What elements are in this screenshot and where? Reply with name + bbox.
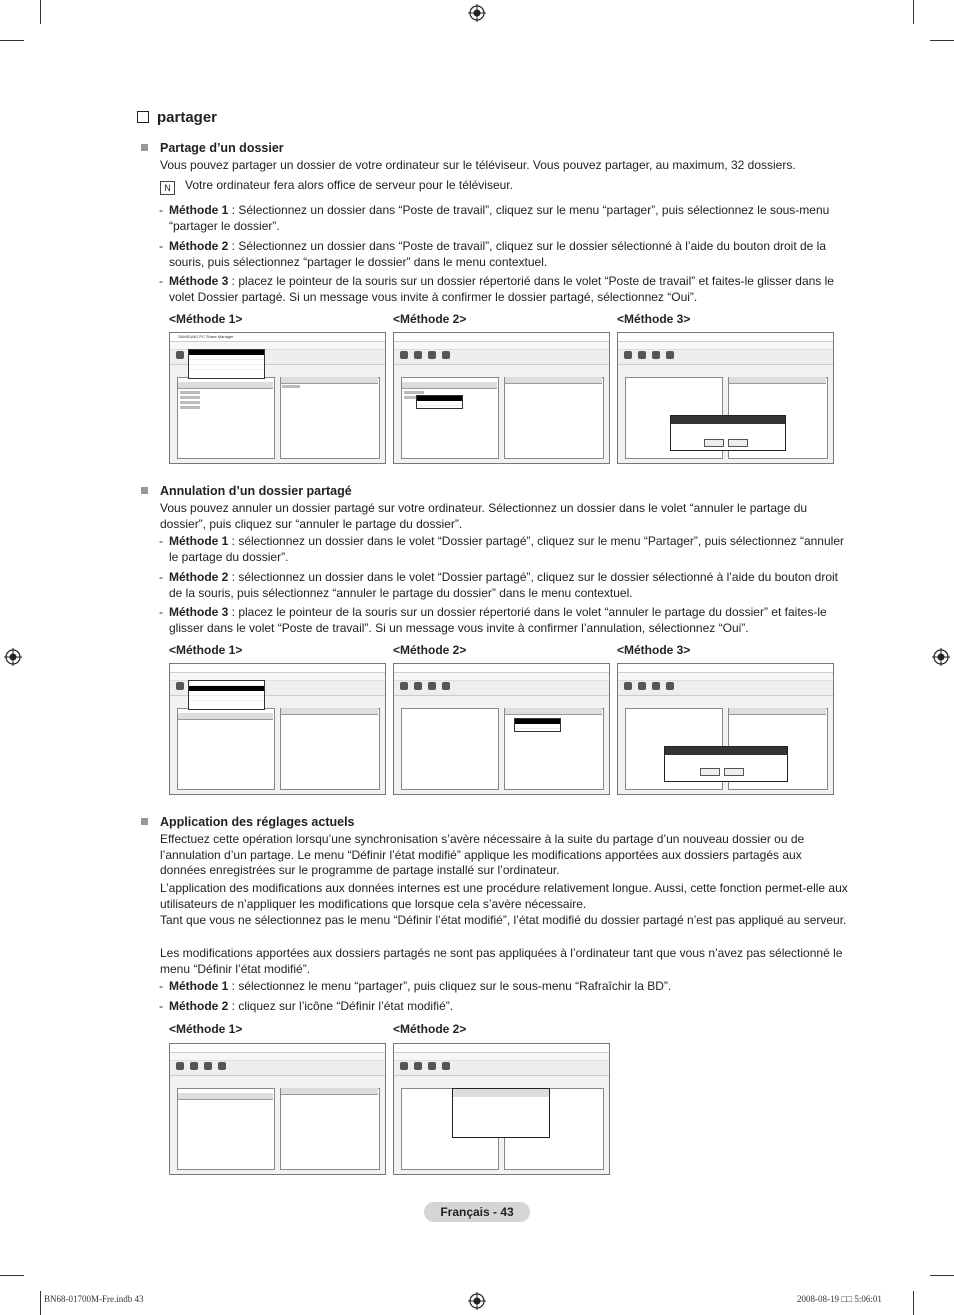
section-title [137, 109, 217, 126]
bullet-square-icon [141, 818, 148, 825]
apply-caption-2: <Méthode 2> [393, 1022, 467, 1036]
crop-mark [930, 40, 954, 41]
share-heading: Partage d’un dossier [141, 141, 284, 155]
apply-paragraph-4: Les modifications apportées aux dossiers partagés ne sont pas appliquées à l’ordinateur tant que vous n’avez pas sélectionné le menu “Définir l’état modifié”. [160, 946, 843, 976]
note-icon: N [160, 181, 175, 195]
registration-mark-icon [932, 648, 950, 666]
screenshot-unshare-method-2 [393, 663, 610, 795]
unshare-heading: Annulation d’un dossier partagé [141, 484, 352, 498]
progress-dialog [452, 1088, 550, 1138]
page-number-badge: Français - 43 [424, 1202, 530, 1222]
crop-mark [40, 1291, 41, 1315]
share-method-1: - Méthode 1 : Sélectionnez un dossier dans “Poste de travail”, cliquez sur le menu “partager”, puis sélectionnez le sous-menu “partager le dossier”. [159, 203, 830, 233]
share-menu-dropdown [188, 349, 265, 379]
bullet-square-icon [141, 487, 148, 494]
crop-mark [0, 1275, 24, 1276]
apply-paragraph-3: Tant que vous ne sélectionnez pas le menu “Définir l’état modifié”, l’état modifié du dossier partagé n’est pas appliqué au serveur. [160, 913, 847, 927]
share-caption-1: <Méthode 1> [169, 312, 243, 326]
apply-method-2: - Méthode 2 : cliquez sur l’icône “Définir l’état modifié”. [159, 999, 454, 1013]
unshare-method-3: - Méthode 3 : placez le pointeur de la souris sur un dossier répertorié dans le volet “annuler le partage du dossier” et faites-le glisser dans le volet “Poste de travail”. Si un message vous invite à confirmer l’annulation, sélectionnez “Oui”. [159, 605, 827, 635]
screenshot-apply-method-1 [169, 1043, 386, 1175]
screenshot-share-method-1 [169, 332, 386, 464]
footer-date: 2008-08-19 □□ 5:06:01 [797, 1294, 882, 1304]
share-note: N Votre ordinateur fera alors office de serveur pour le téléviseur. [160, 178, 840, 195]
registration-mark-icon [4, 648, 22, 666]
crop-mark [0, 40, 24, 41]
unshare-caption-2: <Méthode 2> [393, 643, 467, 657]
unshare-method-2: - Méthode 2 : sélectionnez un dossier dans le volet “Dossier partagé”, cliquez sur le dossier sélectionné à l’aide du bouton droit de la souris, puis sélectionnez “annuler le partage du dossier” dans le menu contextuel. [159, 570, 839, 600]
crop-mark [930, 1275, 954, 1276]
apply-heading: Application des réglages actuels [141, 815, 355, 829]
apply-paragraph-1: Effectuez cette opération lorsqu’une synchronisation s’avère nécessaire à la suite du partage d’un nouveau dossier ou de l’annulation d’un partage. Le menu “Définir l’état modifié” applique les modifications apportées aux dossiers partagés aux données enregistrées sur le programme de partage installé sur l’ordinateur. [160, 832, 805, 877]
toolbar-icon [176, 351, 184, 359]
screenshot-apply-method-2 [393, 1043, 610, 1175]
unshare-caption-3: <Méthode 3> [617, 643, 691, 657]
screenshot-unshare-method-1 [169, 663, 386, 795]
screenshot-share-method-2 [393, 332, 610, 464]
crop-mark [913, 1291, 914, 1315]
screenshot-unshare-method-3 [617, 663, 834, 795]
share-caption-3: <Méthode 3> [617, 312, 691, 326]
apply-paragraph-2: L’application des modifications aux données internes est une procédure relativement longue. Aussi, cette fonction permet-elle aux utilisateurs de n’appliquer les modifications que lorsque cela s’avère nécessaire. [160, 881, 848, 911]
apply-method-1: - Méthode 1 : sélectionnez le menu “partager”, puis cliquez sur le sous-menu “Rafraîchir la BD”. [159, 979, 672, 993]
unshare-method-1: - Méthode 1 : sélectionnez un dossier dans le volet “Dossier partagé”, cliquez sur le menu “Partager”, puis sélectionnez “annuler le partage du dossier”. [159, 534, 844, 564]
screenshot-title: SAMSUNG PC Share Manager [178, 334, 234, 339]
screenshot-share-method-3 [617, 332, 834, 464]
section-title-text: partager [157, 109, 218, 126]
unshare-intro: Vous pouvez annuler un dossier partagé sur votre ordinateur. Sélectionnez un dossier dans le volet “annuler le partage du dossier”, puis cliquez sur “annuler le partage du dossier”. [160, 501, 808, 531]
bullet-square-icon [141, 144, 148, 151]
share-caption-2: <Méthode 2> [393, 312, 467, 326]
crop-mark [913, 0, 914, 24]
apply-caption-1: <Méthode 1> [169, 1022, 243, 1036]
footer-file: BN68-01700M-Fre.indb 43 [44, 1294, 144, 1304]
registration-mark-icon [468, 1292, 486, 1310]
share-intro: Vous pouvez partager un dossier de votre ordinateur sur le téléviseur. Vous pouvez partager, au maximum, 32 dossiers. [160, 158, 796, 172]
unshare-caption-1: <Méthode 1> [169, 643, 243, 657]
registration-mark-icon [468, 4, 486, 22]
checkbox-icon [137, 111, 149, 123]
context-menu [416, 395, 463, 409]
crop-mark [40, 0, 41, 24]
share-method-3: - Méthode 3 : placez le pointeur de la souris sur un dossier répertorié dans le volet “Poste de travail” et faites-le glisser dans le volet Dossier partagé. Si un message vous invite à confirmer le dossier partagé, sélectionnez “Oui”. [159, 274, 834, 304]
share-method-2: - Méthode 2 : Sélectionnez un dossier dans “Poste de travail”, cliquez sur le dossier sélectionné à l’aide du bouton droit de la souris, puis sélectionnez “partager le dossier” dans le menu contextuel. [159, 239, 827, 269]
